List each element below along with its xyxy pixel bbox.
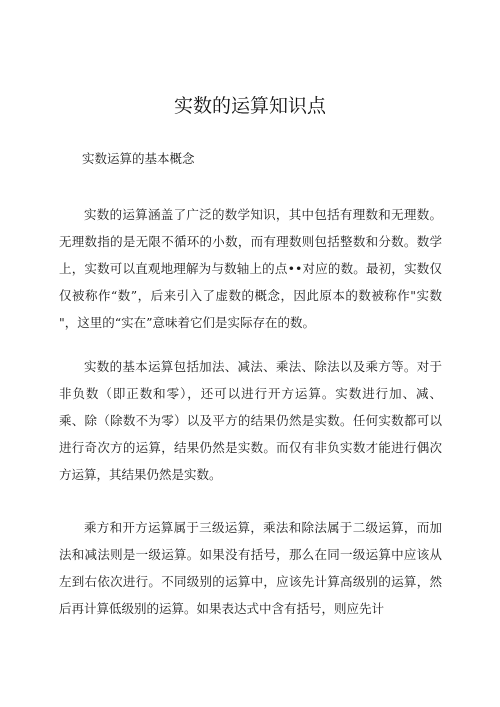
paragraph-line: 实数的运算涵盖了广泛的数学知识，其中包括有理数和无理数。 <box>84 207 442 222</box>
paragraph-line: 乘、除（除数不为零）以及平方的结果仍然是实数。任何实数都可以 <box>59 413 442 428</box>
paragraph-line: 法和减法则是一级运算。如果没有括号，那么在同一级运算中应该从 <box>59 547 442 562</box>
paragraph-line: 左到右依次进行。不同级别的运算中，应该先计算高级别的运算，然 <box>59 574 442 589</box>
section-heading: 实数运算的基本概念 <box>82 151 195 166</box>
paragraph-line: 无理数指的是无限不循环的小数，而有理数则包括整数和分数。数学 <box>59 234 442 249</box>
paragraph-line: 上，实数可以直观地理解为与数轴上的点••对应的数。最初，实数仅 <box>59 261 442 276</box>
paragraph-line: 进行奇次方的运算，结果仍然是实数。而仅有非负实数才能进行偶次 <box>59 440 442 455</box>
paragraph-2 <box>59 353 442 488</box>
paragraph-line: 后再计算低级别的运算。如果表达式中含有括号，则应先计 <box>59 601 385 616</box>
paragraph-line: 非负数（即正数和零），还可以进行开方运算。实数进行加、减、 <box>59 386 442 401</box>
paragraph-line: "，这里的“实在”意味着它们是实际存在的数。 <box>59 315 316 330</box>
paragraph-line: 乘方和开方运算属于三级运算，乘法和除法属于二级运算，而加 <box>84 520 442 535</box>
paragraph-line: 实数的基本运算包括加法、减法、乘法、除法以及乘方等。对于 <box>84 359 442 374</box>
paragraph-3 <box>59 514 442 622</box>
paragraph-line: 仅被称作“数”，后来引入了虚数的概念，因此原本的数被称作"实数 <box>59 288 442 303</box>
paragraph-line: 方运算，其结果仍然是实数。 <box>59 467 222 482</box>
paragraph-1 <box>59 201 442 336</box>
document-title: 实数的运算知识点 <box>173 95 326 117</box>
